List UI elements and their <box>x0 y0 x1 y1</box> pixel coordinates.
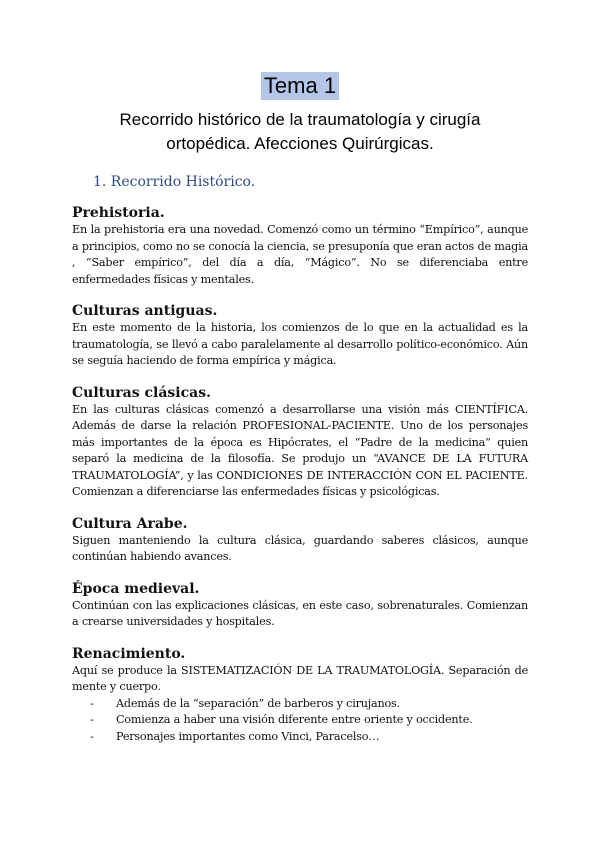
block-text: Continúan con las explicaciones clásicas, en este caso, sobrenaturales. Comienzan a crearse universidades y hospitales. <box>72 598 528 628</box>
list-item <box>90 729 528 746</box>
block-prehistoria <box>72 204 528 288</box>
block-text: En las culturas clásicas comenzó a desarrollarse una visión más CIENTÍFICA. Además de darse la relación PROFESIONAL-PACIENTE. Uno de los personajes más importantes de la época es Hipócrates, el “Padre de la medicina” quien separó la medicina de la filosofía. Se produjo un “AVANCE DE LA FUTURA TRAUMATOLOGÍA”, y las CONDICIONES DE INTERACCIÓN CON EL PACIENTE. Comienzan a diferenciarse las enfermedades físicas y psicológicas. <box>72 402 528 498</box>
list-item <box>90 696 528 713</box>
bullet-marker: - <box>90 729 94 743</box>
block-text: Siguen manteniendo la cultura clásica, guardando saberes clásicos, aunque continúan habiendo avances. <box>72 533 528 563</box>
block-culturas-antiguas <box>72 302 528 370</box>
content <box>72 204 528 745</box>
bullet-marker: - <box>90 713 94 726</box>
block-heading: Renacimiento. <box>72 645 186 662</box>
block-heading: Cultura Arabe. <box>72 515 188 532</box>
block-heading: Prehistoria. <box>72 205 165 221</box>
bullet-marker: - <box>90 696 94 710</box>
block-text: Aquí se produce la SISTEMATIZACIÓN DE LA TRAUMATOLOGÍA. Separación de mente y cuerpo. <box>72 663 528 693</box>
bullet-list <box>72 696 528 746</box>
block-text: En este momento de la historia, los comienzos de lo que en la actualidad es la traumatología, se llevó a cabo paralelamente al desarrollo político-económico. Aún se seguía haciendo de forma empírica y mágica. <box>72 321 528 367</box>
section-heading: 1. Recorrido Histórico. <box>93 174 256 190</box>
block-culturas-clasicas <box>72 384 528 501</box>
page-subtitle: Recorrido histórico de la traumatología y cirugía ortopédica. Afecciones Quirúrgicas. <box>119 110 481 153</box>
list-item <box>90 712 528 729</box>
list-item-text: Comienza a haber una visión diferente entre oriente y occidente. <box>116 713 473 726</box>
block-epoca-medieval <box>72 580 528 631</box>
block-cultura-arabe <box>72 515 528 566</box>
block-heading: Época medieval. <box>72 580 200 597</box>
block-heading: Culturas clásicas. <box>72 384 211 401</box>
list-item-text: Personajes importantes como Vinci, Paracelso… <box>116 729 380 743</box>
list-item-text: Además de la “separación” de barberos y cirujanos. <box>116 696 400 710</box>
block-heading: Culturas antiguas. <box>72 303 218 319</box>
block-text: En la prehistoria era una novedad. Comenzó como un término “Empírico”, aunque a principios, como no se conocía la ciencia, se presuponía que eran actos de magia , “Saber empírico”, del día a día, “Mágico”. No se diferenciaba entre enfermedades físicas y mentales. <box>72 223 528 286</box>
page-title: Tema 1 <box>261 72 339 100</box>
block-renacimiento <box>72 645 528 746</box>
title-area <box>0 0 600 100</box>
